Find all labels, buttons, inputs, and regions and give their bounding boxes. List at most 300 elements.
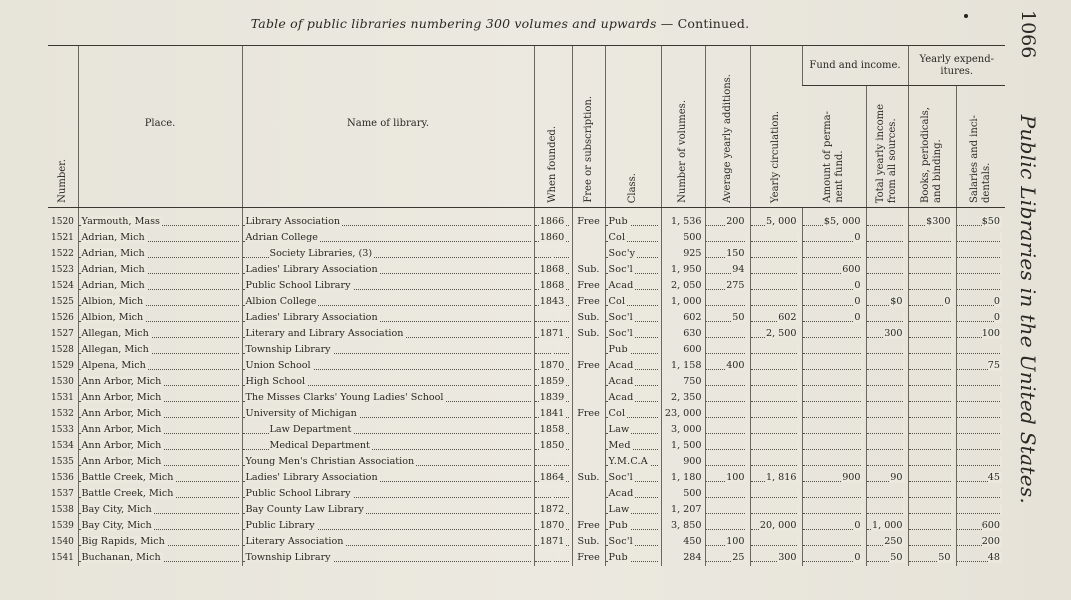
- cell-books: [908, 230, 956, 246]
- cell-additions: [705, 438, 750, 454]
- cell-number: 1538: [51, 505, 74, 515]
- cell-total-income: [866, 310, 908, 326]
- cell-founded: [534, 486, 572, 502]
- cell-circulation: 1, 816: [750, 470, 802, 486]
- cell-books: [908, 454, 956, 470]
- cell-volumes: 3, 850: [661, 518, 705, 534]
- cell-additions: [705, 342, 750, 358]
- table-row: [48, 262, 1005, 278]
- cell-founded: 1860: [534, 230, 572, 246]
- cell-total-income: [866, 358, 908, 374]
- cell-salaries: [956, 230, 1005, 246]
- cell-salaries: 45: [956, 470, 1005, 486]
- cell-additions: 100: [705, 534, 750, 550]
- header-founded: When founded.: [534, 46, 572, 208]
- cell-free-sub: [572, 486, 605, 502]
- cell-permanent-fund: $5, 000: [802, 208, 866, 231]
- table-row: [48, 246, 1005, 262]
- cell-salaries: 48: [956, 550, 1005, 566]
- cell-circulation: [750, 390, 802, 406]
- cell-class: Acad: [605, 374, 661, 390]
- cell-total-income: 300: [866, 326, 908, 342]
- cell-founded: 1864: [534, 470, 572, 486]
- cell-founded: [534, 550, 572, 566]
- cell-volumes: 1, 500: [661, 438, 705, 454]
- table-row: [48, 406, 1005, 422]
- cell-permanent-fund: [802, 406, 866, 422]
- cell-founded: [534, 454, 572, 470]
- header-additions: Average yearly additions.: [705, 46, 750, 208]
- header-circulation: Yearly circulation.: [750, 46, 802, 208]
- cell-library-name: Young Men's Christian Association: [242, 454, 534, 470]
- cell-free-sub: [572, 246, 605, 262]
- cell-class: Pub: [605, 518, 661, 534]
- cell-library-name: Township Library: [242, 342, 534, 358]
- cell-number: 1529: [51, 361, 74, 371]
- cell-founded: 1868: [534, 262, 572, 278]
- cell-salaries: [956, 374, 1005, 390]
- cell-volumes: 1, 158: [661, 358, 705, 374]
- table-row: [48, 342, 1005, 358]
- table-row: [48, 374, 1005, 390]
- cell-permanent-fund: [802, 422, 866, 438]
- cell-permanent-fund: [802, 326, 866, 342]
- cell-place: Bay City, Mich: [78, 502, 242, 518]
- cell-number: 1536: [51, 473, 74, 483]
- cell-number: 1539: [51, 521, 74, 531]
- cell-permanent-fund: [802, 502, 866, 518]
- cell-number: 1534: [51, 441, 74, 451]
- cell-library-name: Albion College: [242, 294, 534, 310]
- cell-circulation: 5, 000: [750, 208, 802, 231]
- cell-permanent-fund: [802, 486, 866, 502]
- header-number: Number.: [48, 46, 78, 208]
- cell-free-sub: Sub.: [572, 326, 605, 342]
- cell-salaries: 75: [956, 358, 1005, 374]
- ink-dot: [964, 14, 968, 18]
- cell-additions: [705, 518, 750, 534]
- cell-additions: [705, 502, 750, 518]
- cell-number: 1521: [51, 233, 74, 243]
- cell-place: Ann Arbor, Mich: [78, 454, 242, 470]
- cell-number: 1522: [51, 249, 74, 259]
- cell-salaries: 0: [956, 310, 1005, 326]
- cell-total-income: 50: [866, 550, 908, 566]
- cell-free-sub: Sub.: [572, 262, 605, 278]
- cell-class: Pub: [605, 550, 661, 566]
- cell-circulation: [750, 454, 802, 470]
- cell-volumes: 284: [661, 550, 705, 566]
- cell-circulation: [750, 246, 802, 262]
- cell-salaries: 200: [956, 534, 1005, 550]
- cell-additions: [705, 230, 750, 246]
- cell-founded: 1866: [534, 208, 572, 231]
- cell-circulation: [750, 278, 802, 294]
- cell-number: 1531: [51, 393, 74, 403]
- cell-permanent-fund: 0: [802, 550, 866, 566]
- header-total-income: Total yearly income from all sources.: [866, 86, 908, 208]
- cell-books: [908, 486, 956, 502]
- cell-total-income: [866, 502, 908, 518]
- cell-place: Yarmouth, Mass: [78, 208, 242, 231]
- cell-volumes: 23, 000: [661, 406, 705, 422]
- cell-class: Pub: [605, 208, 661, 231]
- cell-circulation: 300: [750, 550, 802, 566]
- cell-volumes: 1, 536: [661, 208, 705, 231]
- cell-place: Adrian, Mich: [78, 278, 242, 294]
- cell-books: $300: [908, 208, 956, 231]
- cell-books: [908, 310, 956, 326]
- cell-circulation: 2, 500: [750, 326, 802, 342]
- cell-free-sub: Free: [572, 358, 605, 374]
- header-free: Free or subscription.: [572, 46, 605, 208]
- cell-permanent-fund: [802, 390, 866, 406]
- cell-class: Y.M.C.A: [605, 454, 661, 470]
- cell-books: [908, 262, 956, 278]
- cell-salaries: $50: [956, 208, 1005, 231]
- running-header: [1010, 10, 1046, 505]
- cell-volumes: 925: [661, 246, 705, 262]
- cell-place: Adrian, Mich: [78, 262, 242, 278]
- cell-permanent-fund: 900: [802, 470, 866, 486]
- cell-salaries: [956, 454, 1005, 470]
- cell-permanent-fund: [802, 374, 866, 390]
- cell-founded: 1858: [534, 422, 572, 438]
- header-expenditures-group: Yearly expend-itures.: [908, 46, 1005, 86]
- header-name: Name of library.: [242, 46, 534, 208]
- cell-free-sub: Free: [572, 278, 605, 294]
- table-row: [48, 294, 1005, 310]
- cell-free-sub: [572, 374, 605, 390]
- cell-salaries: 600: [956, 518, 1005, 534]
- cell-place: Alpena, Mich: [78, 358, 242, 374]
- cell-number: 1541: [51, 553, 74, 563]
- table-row: [48, 230, 1005, 246]
- cell-books: [908, 502, 956, 518]
- cell-volumes: 450: [661, 534, 705, 550]
- cell-place: Battle Creek, Mich: [78, 470, 242, 486]
- cell-founded: [534, 246, 572, 262]
- cell-founded: [534, 342, 572, 358]
- cell-circulation: [750, 438, 802, 454]
- table-row: [48, 326, 1005, 342]
- cell-class: Law: [605, 422, 661, 438]
- header-salaries: Salaries and inci- dentals.: [956, 86, 1005, 208]
- cell-total-income: 250: [866, 534, 908, 550]
- cell-permanent-fund: [802, 246, 866, 262]
- cell-library-name: Adrian College: [242, 230, 534, 246]
- cell-additions: 200: [705, 208, 750, 231]
- cell-class: Col: [605, 406, 661, 422]
- cell-permanent-fund: [802, 358, 866, 374]
- cell-library-name: The Misses Clarks' Young Ladies' School: [242, 390, 534, 406]
- cell-total-income: [866, 374, 908, 390]
- cell-total-income: $0: [866, 294, 908, 310]
- cell-founded: 1850: [534, 438, 572, 454]
- table-row: [48, 358, 1005, 374]
- cell-books: [908, 374, 956, 390]
- cell-books: [908, 518, 956, 534]
- cell-place: Ann Arbor, Mich: [78, 374, 242, 390]
- table-row: [48, 278, 1005, 294]
- table-row: [48, 390, 1005, 406]
- cell-total-income: [866, 262, 908, 278]
- cell-circulation: [750, 422, 802, 438]
- cell-free-sub: [572, 502, 605, 518]
- cell-circulation: [750, 358, 802, 374]
- table-row: [48, 470, 1005, 486]
- cell-number: 1530: [51, 377, 74, 387]
- cell-free-sub: Sub.: [572, 310, 605, 326]
- cell-books: [908, 326, 956, 342]
- cell-salaries: [956, 406, 1005, 422]
- cell-volumes: 2, 350: [661, 390, 705, 406]
- cell-permanent-fund: 0: [802, 278, 866, 294]
- cell-books: [908, 278, 956, 294]
- cell-permanent-fund: [802, 534, 866, 550]
- cell-circulation: [750, 406, 802, 422]
- cell-library-name: High School: [242, 374, 534, 390]
- cell-free-sub: Sub.: [572, 534, 605, 550]
- cell-books: [908, 406, 956, 422]
- table-row: [48, 518, 1005, 534]
- cell-free-sub: [572, 438, 605, 454]
- table-body: [48, 208, 1005, 567]
- cell-salaries: [956, 502, 1005, 518]
- cell-salaries: [956, 278, 1005, 294]
- cell-place: Big Rapids, Mich: [78, 534, 242, 550]
- cell-library-name: University of Michigan: [242, 406, 534, 422]
- cell-library-name: Bay County Law Library: [242, 502, 534, 518]
- cell-salaries: [956, 246, 1005, 262]
- cell-circulation: [750, 486, 802, 502]
- cell-class: Soc'l: [605, 534, 661, 550]
- cell-additions: 94: [705, 262, 750, 278]
- cell-place: Adrian, Mich: [78, 230, 242, 246]
- cell-free-sub: [572, 454, 605, 470]
- cell-additions: [705, 406, 750, 422]
- cell-salaries: [956, 438, 1005, 454]
- cell-founded: 1843: [534, 294, 572, 310]
- header-fund-group: Fund and income.: [802, 46, 908, 86]
- cell-library-name: Medical Department: [242, 438, 534, 454]
- cell-total-income: 1, 000: [866, 518, 908, 534]
- table-caption: [0, 16, 1000, 31]
- cell-permanent-fund: 0: [802, 518, 866, 534]
- cell-total-income: [866, 454, 908, 470]
- cell-permanent-fund: 0: [802, 230, 866, 246]
- cell-circulation: [750, 374, 802, 390]
- cell-class: Law: [605, 502, 661, 518]
- cell-founded: 1870: [534, 358, 572, 374]
- cell-class: Col: [605, 294, 661, 310]
- cell-free-sub: [572, 422, 605, 438]
- cell-library-name: Union School: [242, 358, 534, 374]
- cell-number: 1533: [51, 425, 74, 435]
- table-row: [48, 310, 1005, 326]
- cell-class: Pub: [605, 342, 661, 358]
- table-row: [48, 438, 1005, 454]
- cell-circulation: [750, 230, 802, 246]
- cell-place: Albion, Mich: [78, 310, 242, 326]
- cell-founded: 1859: [534, 374, 572, 390]
- cell-additions: [705, 422, 750, 438]
- cell-total-income: [866, 278, 908, 294]
- cell-volumes: 2, 050: [661, 278, 705, 294]
- cell-founded: 1841: [534, 406, 572, 422]
- cell-class: Soc'l: [605, 310, 661, 326]
- cell-permanent-fund: 0: [802, 310, 866, 326]
- cell-volumes: 750: [661, 374, 705, 390]
- table-row: [48, 486, 1005, 502]
- cell-library-name: Literary and Library Association: [242, 326, 534, 342]
- cell-circulation: [750, 294, 802, 310]
- cell-volumes: 900: [661, 454, 705, 470]
- cell-volumes: 500: [661, 486, 705, 502]
- cell-total-income: [866, 422, 908, 438]
- cell-additions: 150: [705, 246, 750, 262]
- cell-class: Soc'l: [605, 470, 661, 486]
- cell-volumes: 1, 000: [661, 294, 705, 310]
- cell-volumes: 600: [661, 342, 705, 358]
- cell-books: [908, 358, 956, 374]
- cell-founded: [534, 310, 572, 326]
- cell-books: 50: [908, 550, 956, 566]
- cell-class: Acad: [605, 390, 661, 406]
- cell-circulation: [750, 502, 802, 518]
- cell-permanent-fund: 600: [802, 262, 866, 278]
- cell-free-sub: [572, 230, 605, 246]
- cell-place: Ann Arbor, Mich: [78, 406, 242, 422]
- cell-class: Med: [605, 438, 661, 454]
- cell-total-income: [866, 342, 908, 358]
- table-row: [48, 550, 1005, 566]
- cell-place: Allegan, Mich: [78, 342, 242, 358]
- cell-number: 1535: [51, 457, 74, 467]
- cell-founded: 1871: [534, 534, 572, 550]
- cell-volumes: 1, 207: [661, 502, 705, 518]
- cell-additions: 275: [705, 278, 750, 294]
- cell-salaries: [956, 486, 1005, 502]
- cell-salaries: [956, 390, 1005, 406]
- cell-place: Allegan, Mich: [78, 326, 242, 342]
- cell-circulation: 602: [750, 310, 802, 326]
- cell-salaries: 0: [956, 294, 1005, 310]
- cell-permanent-fund: [802, 454, 866, 470]
- cell-permanent-fund: [802, 438, 866, 454]
- cell-salaries: [956, 422, 1005, 438]
- cell-library-name: Ladies' Library Association: [242, 310, 534, 326]
- cell-class: Col: [605, 230, 661, 246]
- cell-library-name: Literary Association: [242, 534, 534, 550]
- cell-salaries: [956, 262, 1005, 278]
- cell-library-name: Library Association: [242, 208, 534, 231]
- cell-class: Acad: [605, 486, 661, 502]
- cell-books: 0: [908, 294, 956, 310]
- cell-place: Ann Arbor, Mich: [78, 422, 242, 438]
- cell-additions: [705, 374, 750, 390]
- table-row: [48, 454, 1005, 470]
- cell-additions: [705, 294, 750, 310]
- cell-volumes: 1, 950: [661, 262, 705, 278]
- cell-permanent-fund: [802, 342, 866, 358]
- cell-library-name: Ladies' Library Association: [242, 262, 534, 278]
- page-number: 1066: [1017, 10, 1039, 59]
- cell-class: Soc'l: [605, 262, 661, 278]
- cell-books: [908, 342, 956, 358]
- cell-class: Acad: [605, 358, 661, 374]
- table-row: [48, 208, 1005, 231]
- cell-circulation: [750, 262, 802, 278]
- cell-founded: 1871: [534, 326, 572, 342]
- cell-number: 1528: [51, 345, 74, 355]
- cell-additions: 400: [705, 358, 750, 374]
- cell-books: [908, 246, 956, 262]
- cell-total-income: [866, 438, 908, 454]
- running-title: Public Libraries in the United States.: [1016, 114, 1040, 505]
- cell-place: Albion, Mich: [78, 294, 242, 310]
- table-row: [48, 534, 1005, 550]
- table-row: [48, 422, 1005, 438]
- cell-number: 1526: [51, 313, 74, 323]
- cell-library-name: Ladies' Library Association: [242, 470, 534, 486]
- caption-continued: — Continued.: [660, 16, 750, 31]
- cell-circulation: 20, 000: [750, 518, 802, 534]
- cell-place: Battle Creek, Mich: [78, 486, 242, 502]
- cell-free-sub: [572, 342, 605, 358]
- cell-library-name: Public School Library: [242, 278, 534, 294]
- cell-volumes: 630: [661, 326, 705, 342]
- cell-books: [908, 534, 956, 550]
- cell-class: Soc'l: [605, 326, 661, 342]
- cell-founded: 1870: [534, 518, 572, 534]
- cell-additions: 100: [705, 470, 750, 486]
- header-volumes: Number of volumes.: [661, 46, 705, 208]
- cell-number: 1523: [51, 265, 74, 275]
- cell-total-income: [866, 230, 908, 246]
- cell-number: 1540: [51, 537, 74, 547]
- cell-additions: [705, 454, 750, 470]
- cell-free-sub: [572, 390, 605, 406]
- cell-additions: [705, 326, 750, 342]
- cell-additions: 25: [705, 550, 750, 566]
- cell-books: [908, 438, 956, 454]
- cell-library-name: Public Library: [242, 518, 534, 534]
- cell-salaries: 100: [956, 326, 1005, 342]
- cell-volumes: 602: [661, 310, 705, 326]
- cell-number: 1524: [51, 281, 74, 291]
- cell-volumes: 3, 000: [661, 422, 705, 438]
- cell-free-sub: Free: [572, 406, 605, 422]
- cell-permanent-fund: 0: [802, 294, 866, 310]
- cell-total-income: 90: [866, 470, 908, 486]
- cell-salaries: [956, 342, 1005, 358]
- header-permanent-fund: Amount of perma- nent fund.: [802, 86, 866, 208]
- cell-number: 1537: [51, 489, 74, 499]
- cell-additions: [705, 486, 750, 502]
- cell-total-income: [866, 246, 908, 262]
- cell-class: Acad: [605, 278, 661, 294]
- cell-books: [908, 390, 956, 406]
- cell-volumes: 1, 180: [661, 470, 705, 486]
- cell-place: Ann Arbor, Mich: [78, 438, 242, 454]
- cell-library-name: Public School Library: [242, 486, 534, 502]
- cell-volumes: 500: [661, 230, 705, 246]
- cell-additions: 50: [705, 310, 750, 326]
- cell-total-income: [866, 208, 908, 231]
- cell-books: [908, 470, 956, 486]
- cell-library-name: Law Department: [242, 422, 534, 438]
